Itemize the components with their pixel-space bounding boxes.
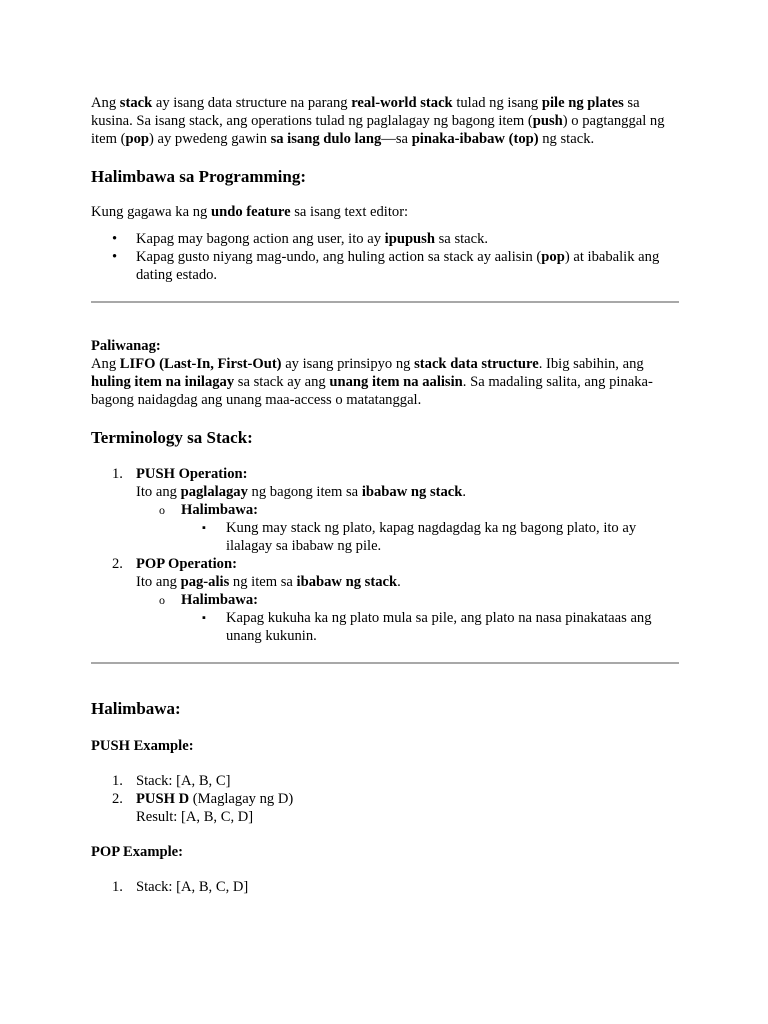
list-item: 1. Stack: [A, B, C, D] bbox=[112, 879, 249, 895]
paliwanag-paragraph: Paliwanag: Ang LIFO (Last-In, First-Out) ay isang prinsipyo ng stack data structure. Ibig sabihin, ang huling item na inilagay sa stack ay ang unang item na aalisin. Sa madaling salita, ang pinaka-bagong naidagdag ang unang maa-access o matatanggal. bbox=[91, 338, 653, 408]
push-example-steps bbox=[112, 772, 679, 826]
list-item: o Halimbawa: ▪ Kapag kukuha ka ng plato mula sa pile, ang plato na nasa pinakataas ang unang kukunin. bbox=[157, 591, 679, 645]
list-item: 1. Stack: [A, B, C] bbox=[112, 773, 231, 789]
terminology-heading: Terminology sa Stack: bbox=[91, 428, 253, 447]
push-operation-title: PUSH Operation: bbox=[136, 466, 248, 482]
undo-bullet-list bbox=[112, 230, 679, 284]
pop-operation-title: POP Operation: bbox=[136, 556, 237, 572]
pop-sub-list bbox=[157, 591, 679, 645]
pop-example-steps bbox=[112, 878, 679, 896]
pop-example-list bbox=[202, 609, 679, 645]
push-sub-list bbox=[157, 501, 679, 555]
list-item: ▪ Kapag kukuha ka ng plato mula sa pile, ang plato na nasa pinakataas ang unang kukunin. bbox=[202, 609, 679, 645]
push-example-heading: PUSH Example: bbox=[91, 738, 194, 754]
push-example-list bbox=[202, 519, 679, 555]
list-item: ▪ Kung may stack ng plato, kapag nagdagdag ka ng bagong plato, ito ay ilalagay sa ibabaw ng pile. bbox=[202, 519, 679, 555]
list-item: o Halimbawa: ▪ Kung may stack ng plato, kapag nagdagdag ka ng bagong plato, ito ay ilalagay sa ibabaw ng pile. bbox=[157, 501, 679, 555]
list-item-push-operation: 1. PUSH Operation: Ito ang paglalagay ng bagong item sa ibabaw ng stack. o Halimbawa: ▪ Kung may stack ng plato, kapag nagdagdag ka ng bagong plato, ito ay ilalagay sa ibabaw ng pile. bbox=[112, 465, 679, 555]
programming-heading: Halimbawa sa Programming: bbox=[91, 167, 307, 186]
divider bbox=[91, 662, 679, 664]
intro-paragraph: Ang stack ay isang data structure na parang real-world stack tulad ng isang pile ng plates sa kusina. Sa isang stack, ang operations tulad ng paglalagay ng bagong item (push) o pagtanggal ng item (pop) ay pwedeng gawin sa isang dulo lang—sa pinaka-ibabaw (top) ng stack. bbox=[91, 95, 665, 147]
list-item: 2. PUSH D (Maglagay ng D) Result: [A, B, C, D] bbox=[112, 791, 294, 825]
list-item: • Kapag may bagong action ang user, ito ay ipupush sa stack. bbox=[112, 230, 679, 248]
pop-example-heading: POP Example: bbox=[91, 844, 184, 860]
document-content bbox=[91, 94, 679, 896]
list-item: • Kapag gusto niyang mag-undo, ang huling action sa stack ay aalisin (pop) at ibabalik ang dating estado. bbox=[112, 248, 679, 284]
terminology-list bbox=[112, 465, 679, 645]
examples-heading: Halimbawa: bbox=[91, 699, 181, 718]
list-item-pop-operation: 2. POP Operation: Ito ang pag-alis ng item sa ibabaw ng stack. o Halimbawa: ▪ Kapag kukuha ka ng plato mula sa pile, ang plato na nasa pinakataas ang unang kukunin. bbox=[112, 555, 679, 645]
programming-lead: Kung gagawa ka ng undo feature sa isang text editor: bbox=[91, 204, 409, 220]
divider bbox=[91, 301, 679, 303]
paliwanag-label: Paliwanag: bbox=[91, 338, 161, 354]
